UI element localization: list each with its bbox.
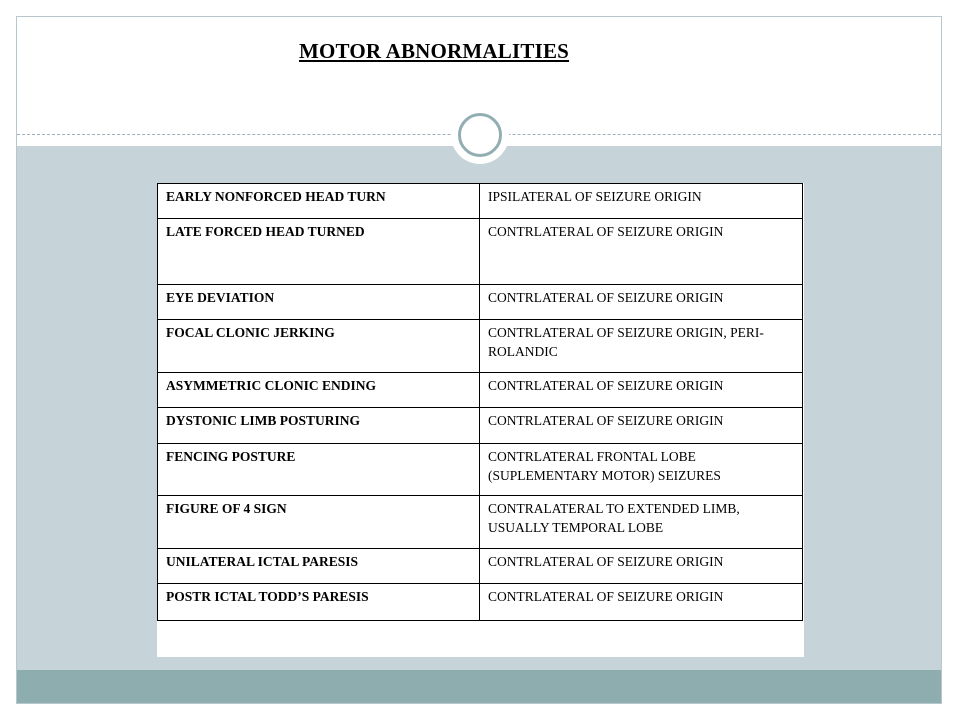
location-cell: CONTRLATERAL OF SEIZURE ORIGIN	[480, 549, 803, 584]
table-row	[158, 219, 803, 285]
sign-cell: UNILATERAL ICTAL PARESIS	[158, 549, 480, 584]
table-row	[158, 496, 803, 549]
table-row	[158, 584, 803, 621]
sign-cell: FIGURE OF 4 SIGN	[158, 496, 480, 549]
slide-frame	[16, 16, 942, 704]
circle-ornament-icon	[458, 113, 502, 157]
sign-cell: DYSTONIC LIMB POSTURING	[158, 408, 480, 444]
location-cell: CONTRLATERAL OF SEIZURE ORIGIN	[480, 373, 803, 408]
sign-cell: LATE FORCED HEAD TURNED	[158, 219, 480, 285]
table-row	[158, 408, 803, 444]
sign-cell: FENCING POSTURE	[158, 444, 480, 496]
table-row	[158, 373, 803, 408]
location-cell: CONTRLATERAL OF SEIZURE ORIGIN	[480, 285, 803, 320]
motor-abnormalities-table	[157, 183, 803, 621]
location-cell: IPSILATERAL OF SEIZURE ORIGIN	[480, 184, 803, 219]
sign-cell: FOCAL CLONIC JERKING	[158, 320, 480, 373]
location-cell: CONTRLATERAL OF SEIZURE ORIGIN	[480, 408, 803, 444]
location-cell: CONTRLATERAL OF SEIZURE ORIGIN	[480, 584, 803, 621]
location-cell: CONTRLATERAL FRONTAL LOBE (SUPLEMENTARY MOTOR) SEIZURES	[480, 444, 803, 496]
sign-cell: ASYMMETRIC CLONIC ENDING	[158, 373, 480, 408]
location-cell: CONTRALATERAL TO EXTENDED LIMB, USUALLY TEMPORAL LOBE	[480, 496, 803, 549]
table-row	[158, 320, 803, 373]
sign-cell: EYE DEVIATION	[158, 285, 480, 320]
table-row	[158, 184, 803, 219]
location-cell: CONTRLATERAL OF SEIZURE ORIGIN, PERI-ROLANDIC	[480, 320, 803, 373]
sign-cell: POSTR ICTAL TODD’S PARESIS	[158, 584, 480, 621]
page-title: MOTOR ABNORMALITIES	[299, 39, 570, 63]
footer-band	[17, 670, 941, 704]
table-row	[158, 549, 803, 584]
table-row	[158, 285, 803, 320]
location-cell: CONTRLATERAL OF SEIZURE ORIGIN	[480, 219, 803, 285]
sign-cell: EARLY NONFORCED HEAD TURN	[158, 184, 480, 219]
table-container	[157, 183, 804, 657]
table-row	[158, 444, 803, 496]
